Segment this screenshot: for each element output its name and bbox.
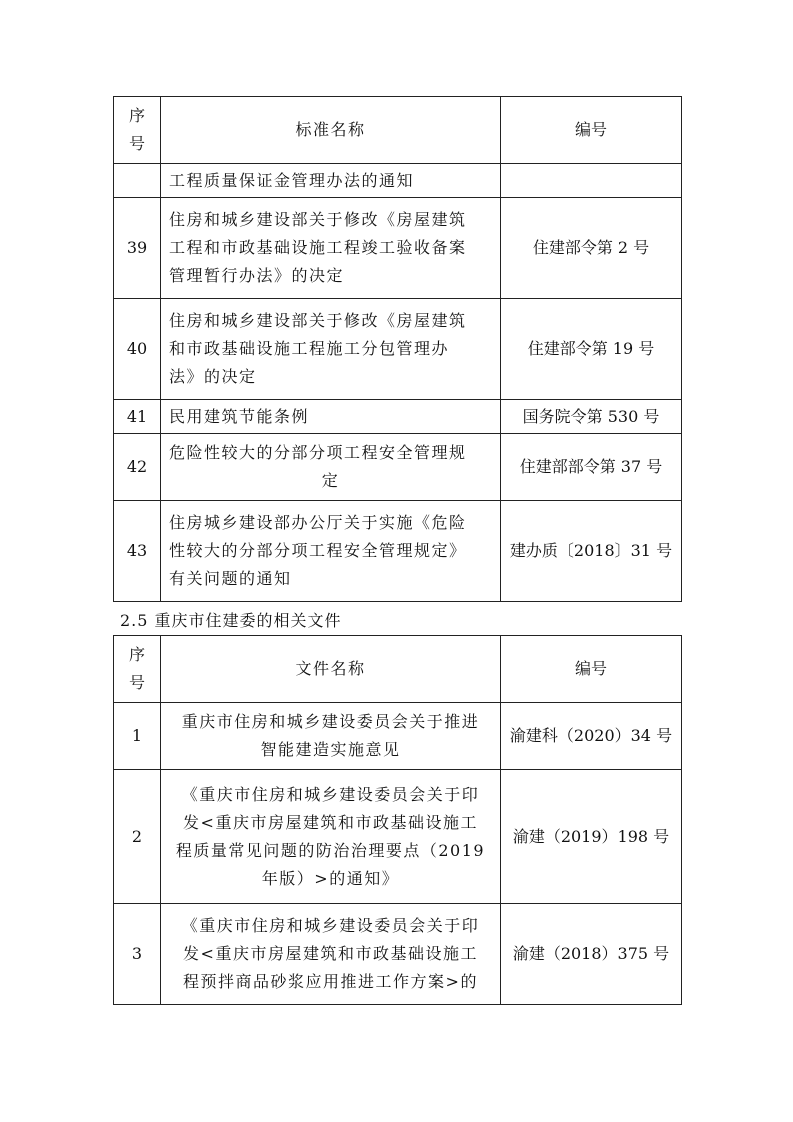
table-row: [114, 198, 682, 299]
row-name: 住房城乡建设部办公厅关于实施《危险 性较大的分部分项工程安全管理规定》 有关问题的通知: [161, 501, 501, 602]
header-name: 文件名称: [161, 636, 501, 703]
row-name: 《重庆市住房和城乡建设委员会关于印 发<重庆市房屋建筑和市政基础设施工 程质量常见问题的防治治理要点（2019 年版）>的通知》: [161, 770, 501, 904]
row-seq: 43: [114, 501, 161, 602]
header-code: 编号: [501, 97, 682, 164]
section-title: 2.5 重庆市住建委的相关文件: [120, 611, 342, 630]
table-row: [114, 434, 682, 501]
row-name: 民用建筑节能条例: [161, 400, 501, 434]
table-row: [114, 400, 682, 434]
table-row: [114, 164, 682, 198]
header-seq: 序 号: [114, 97, 161, 164]
table-row: [114, 299, 682, 400]
row-name: 工程质量保证金管理办法的通知: [161, 164, 501, 198]
table-row: [114, 501, 682, 602]
row-name: 住房和城乡建设部关于修改《房屋建筑 工程和市政基础设施工程竣工验收备案 管理暂行办法》的决定: [161, 198, 501, 299]
row-code: 建办质〔2018〕31 号: [501, 501, 682, 602]
row-seq: [114, 164, 161, 198]
row-code: 渝建（2018）375 号: [501, 904, 682, 1005]
row-seq: 41: [114, 400, 161, 434]
row-seq: 1: [114, 703, 161, 770]
table-header-row: [114, 636, 682, 703]
row-code: 渝建科（2020）34 号: [501, 703, 682, 770]
header-code: 编号: [501, 636, 682, 703]
row-name: 重庆市住房和城乡建设委员会关于推进 智能建造实施意见: [161, 703, 501, 770]
row-name: 危险性较大的分部分项工程安全管理规 定: [161, 434, 501, 501]
row-code: 住建部令第 19 号: [501, 299, 682, 400]
standards-table: [113, 96, 682, 602]
row-name: 《重庆市住房和城乡建设委员会关于印 发<重庆市房屋建筑和市政基础设施工 程预拌商品砂浆应用推进工作方案>的: [161, 904, 501, 1005]
table-row: [114, 703, 682, 770]
table-row: [114, 770, 682, 904]
row-seq: 42: [114, 434, 161, 501]
row-code: 渝建（2019）198 号: [501, 770, 682, 904]
table-header-row: [114, 97, 682, 164]
row-seq: 3: [114, 904, 161, 1005]
row-seq: 39: [114, 198, 161, 299]
chongqing-documents-table: [113, 635, 682, 1005]
row-code: 住建部部令第 37 号: [501, 434, 682, 501]
header-seq: 序 号: [114, 636, 161, 703]
table-row: [114, 904, 682, 1005]
row-code: [501, 164, 682, 198]
row-code: 住建部令第 2 号: [501, 198, 682, 299]
row-seq: 40: [114, 299, 161, 400]
row-seq: 2: [114, 770, 161, 904]
row-code: 国务院令第 530 号: [501, 400, 682, 434]
row-name: 住房和城乡建设部关于修改《房屋建筑 和市政基础设施工程施工分包管理办 法》的决定: [161, 299, 501, 400]
header-name: 标准名称: [161, 97, 501, 164]
